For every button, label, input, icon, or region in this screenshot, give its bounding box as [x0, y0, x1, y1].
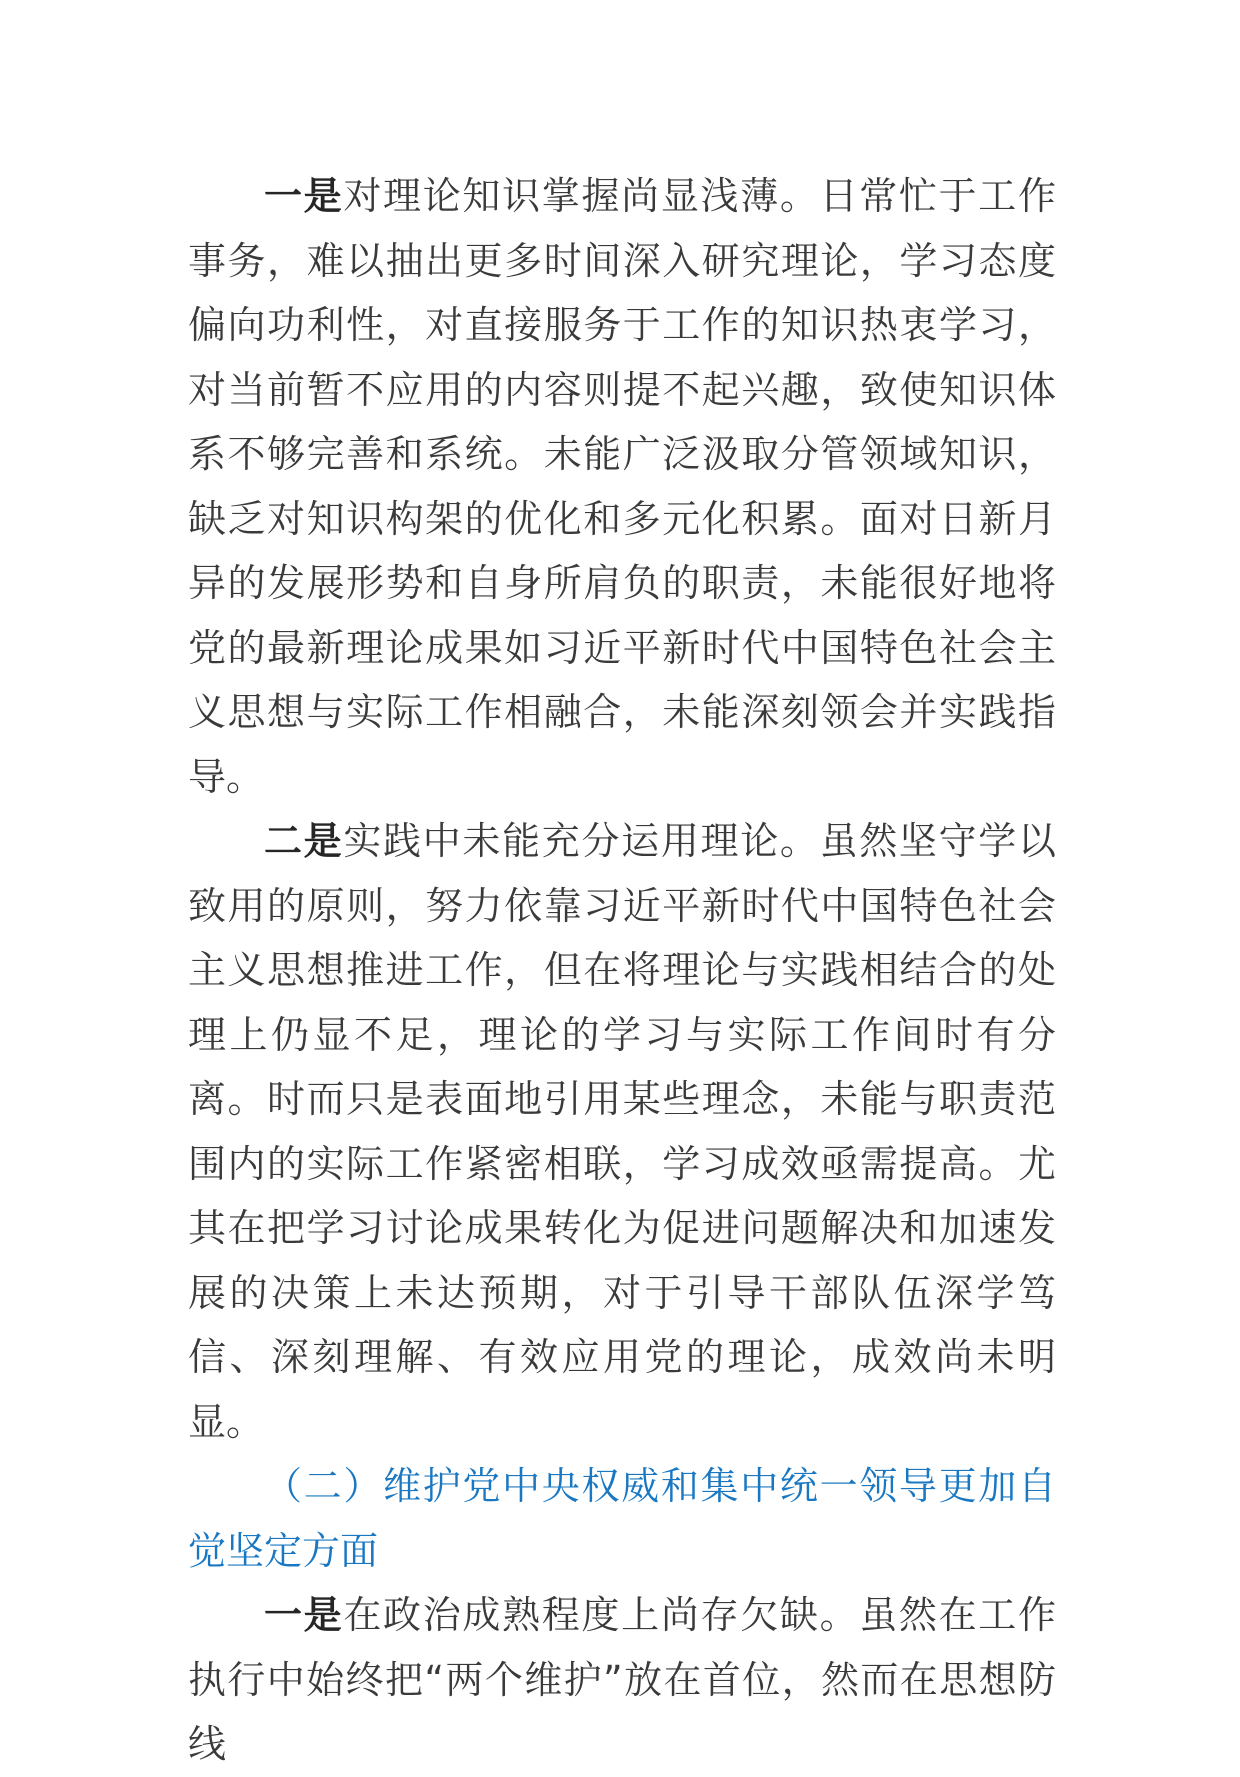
- paragraph-lead: 一是: [264, 174, 344, 218]
- paragraph-text: 实践中未能充分运用理论。虽然坚守学以致用的原则，努力依靠习近平新时代中国特色社会主义思想推进工作，但在将理论与实践相结合的处理上仍显不足，理论的学习与实际工作间时有分离。时而只是表面地引用某些理念，未能与职责范围内的实际工作紧密相联，学习成效亟需提高。尤其在把学习讨论成果转化为促进问题解决和加速发展的决策上未达预期，对于引导干部队伍深学笃信、深刻理解、有效应用党的理论，成效尚未明显。: [188, 819, 1056, 1444]
- section-heading: （二）维护党中央权威和集中统一领导更加自觉坚定方面: [188, 1464, 1056, 1573]
- paragraph-text: 在政治成熟程度上尚存欠缺。虽然在工作执行中始终把“两个维护”放在首位，然而在思想防线: [188, 1593, 1056, 1766]
- paragraph-text: 对理论知识掌握尚显浅薄。日常忙于工作事务，难以抽出更多时间深入研究理论，学习态度偏向功利性，对直接服务于工作的知识热衷学习，对当前暂不应用的内容则提不起兴趣，致使知识体系不够完善和系统。未能广泛汲取分管领域知识，缺乏对知识构架的优化和多元化积累。面对日新月异的发展形势和自身所肩负的职责，未能很好地将党的最新理论成果如习近平新时代中国特色社会主义思想与实际工作相融合，未能深刻领会并实践指导。: [188, 174, 1056, 799]
- paragraph-theory-practice: [188, 809, 1056, 1454]
- paragraph-lead: 一是: [264, 1593, 344, 1637]
- paragraph-lead: 二是: [264, 819, 344, 863]
- paragraph-theory-knowledge: [188, 164, 1056, 809]
- document-body: [188, 164, 1056, 1777]
- paragraph-political-maturity: [188, 1583, 1056, 1777]
